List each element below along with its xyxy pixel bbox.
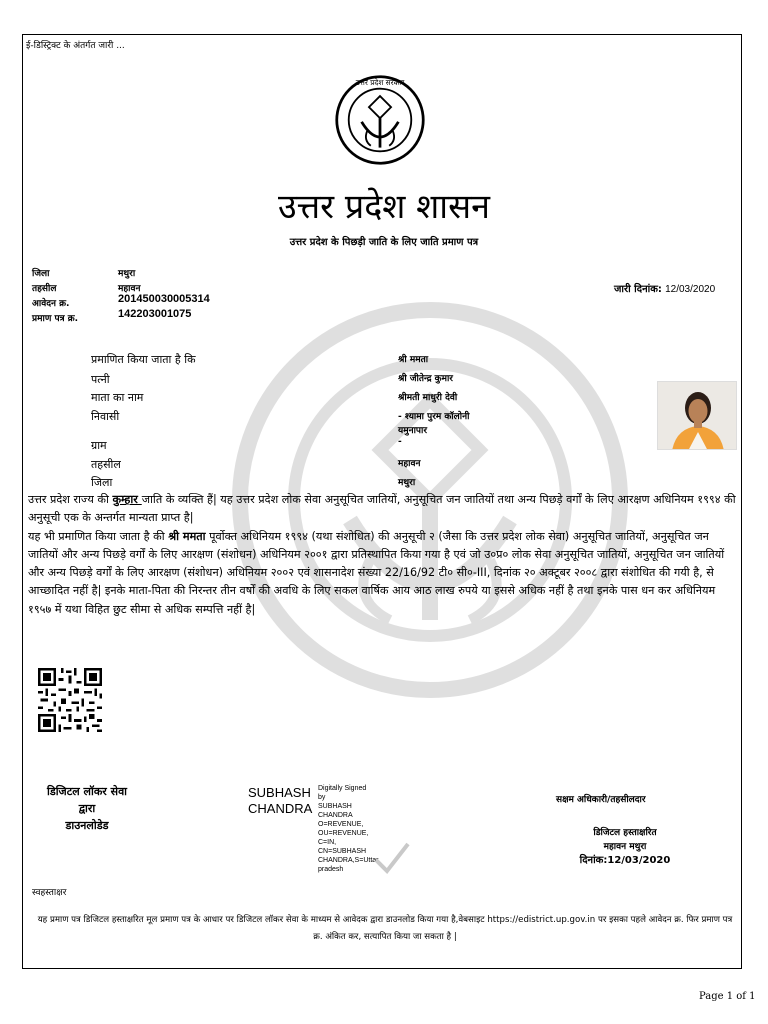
certified-label: प्रमाणित किया जाता है कि — [91, 353, 196, 366]
authority-digital-signed: डिजिटल हस्ताक्षरित — [593, 828, 657, 838]
signer-name-line2: CHANDRA — [248, 801, 313, 816]
village-value: - — [398, 437, 402, 447]
digital-sign-line: C=IN, — [318, 839, 337, 846]
wife-value: श्री जीतेन्द्र कुमार — [398, 374, 453, 384]
digilocker-line2: द्वारा — [78, 802, 96, 815]
issue-date-value: 12/03/2020 — [665, 284, 716, 295]
field-district-label: जिला — [91, 476, 113, 489]
certificate-body — [28, 491, 738, 619]
resident-value-line2: यमुनापार — [398, 426, 428, 436]
digital-signature-block — [318, 784, 378, 874]
digital-sign-line: CN=SUBHASH — [318, 848, 367, 855]
field-tehsil-value: महावन — [398, 459, 421, 469]
digital-sign-line: by — [318, 794, 326, 801]
field-district-value: मथुरा — [398, 478, 416, 488]
caste-name: कुम्हार — [112, 493, 142, 506]
para-line2-post: पूर्वोक्त अधिनियम १९९४ (यथा संशोधित) की अनुसूची २ (जैसा कि उत्तर प्रदेश लोक सेवा) अनुसूचित जातियों, अनुसूचित जन जातियों और अन्य पिछड़े वर्गों के लिए आरक्षण (संशोधन) अधिनियम २००१ द्वारा प्रतिस्थापित किया गया है एवं जो उ०प्र० लोक सेवा अनुसूचित जातियों, अनुसूचित जन जातियों और अन्य पिछड़े वर्गों के लिए आरक्षण (संशोधन) अधिनियम २००२ एवं शासनादेश संख्या 22/16/92 टी० सी०-III, दिनांक २० अक्टूबर २००८ द्वारा संशोधित की गयी है, से आच्छादित नहीं है| इनके माता-पिता की निरन्तर तीन वर्षों की अवधि के लिए सकल वार्षिक आय आठ लाख रुपये या इससे अधिक नहीं है तथा इनके पास धन कर अधिनियम १९५७ में यथा विहित छुट सीमा से अधिक सम्पत्ति नहीं है| — [28, 529, 725, 616]
issue-date-label: जारी दिनांक: — [614, 284, 662, 295]
document-title: उत्तर प्रदेश शासन — [278, 187, 490, 227]
issue-date — [614, 281, 715, 295]
application-number: 201450030005314 — [118, 293, 210, 305]
emblem-text: उत्तर प्रदेश सरकार — [355, 78, 405, 88]
self-signature-label: स्वहस्ताक्षर — [32, 888, 67, 898]
page-number: Page 1 of 1 — [699, 991, 756, 1002]
resident-value-line1: - श्यामा पुरम कॉलोनी — [398, 412, 470, 422]
digital-sign-line: CHANDRA — [318, 812, 353, 819]
authority-date: दिनांक:12/03/2020 — [579, 855, 671, 866]
certified-name: श्री ममता — [398, 355, 429, 365]
district-value: मथुरा — [118, 269, 136, 279]
field-tehsil-label: तहसील — [91, 458, 121, 471]
village-label: ग्राम — [91, 439, 107, 452]
para-line2-pre: यह भी प्रमाणित किया जाता है की — [28, 529, 169, 543]
digital-sign-line: CHANDRA,S=Uttar — [318, 857, 379, 864]
application-label: आवेदन क्र. — [32, 299, 70, 309]
wife-label: पत्नी — [91, 373, 110, 386]
certificate-number: 142203001075 — [118, 308, 192, 320]
authority-title: सक्षम अधिकारी/तहसीलदार — [556, 795, 646, 805]
digital-sign-line: Digitally Signed — [318, 785, 367, 792]
digilocker-line3: डाउनलोडेड — [65, 819, 109, 832]
document-subtitle: उत्तर प्रदेश के पिछड़ी जाति के लिए जाति प्रमाण पत्र — [289, 237, 479, 248]
digital-sign-line: O=REVENUE, — [318, 821, 364, 828]
tehsil-value: महावन — [118, 284, 141, 294]
up-government-emblem-icon — [334, 74, 426, 166]
applicant-portrait-icon — [658, 382, 737, 450]
authority-place: महावन मथुरा — [603, 842, 647, 852]
resident-label: निवासी — [91, 410, 120, 423]
para-line1-post: जाति के व्यक्ति हैं| यह उत्तर प्रदेश लोक सेवा अनुसूचित जातियों, अनुसूचित जन जातियों तथा अन्य पिछड़े वर्गों के लिए आरक्षण अधिनियम १९९४ की अनुसूची एक के अन्तर्गत मान्यता प्राप्त है| — [28, 493, 736, 525]
qr-code-icon — [36, 668, 104, 732]
signature-valid-check-icon — [372, 838, 412, 878]
signer-name-line1: SUBHASH — [248, 785, 311, 800]
digital-sign-line: SUBHASH — [318, 803, 352, 810]
digilocker-line1: डिजिटल लॉकर सेवा — [46, 785, 128, 798]
verification-note: यह प्रमाण पत्र डिजिटल हस्ताक्षरित मूल प्रमाण पत्र के आधार पर डिजिटल लॉकर सेवा के माध्यम से आवेदक द्वारा डाउनलोड किया गया है,वेबसाइट https://edistrict.up.gov.in पर इसका पहले आवेदन क्र. फिर प्रमाण पत्र क्र. अंकित कर, सत्यापित किया जा सकता है | — [37, 915, 733, 942]
para-line1-pre: उत्तर प्रदेश राज्य की — [28, 493, 113, 506]
para-name: श्री ममता — [168, 529, 206, 543]
applicant-photo — [657, 381, 737, 450]
tehsil-label: तहसील — [32, 284, 57, 294]
mother-label: माता का नाम — [91, 391, 144, 404]
digital-sign-line: OU=REVENUE, — [318, 830, 369, 837]
mother-value: श्रीमती माधुरी देवी — [398, 393, 458, 403]
digital-sign-line: pradesh — [318, 866, 344, 873]
district-label: जिला — [32, 269, 50, 279]
top-note: ई-डिस्ट्रिक्ट के अंतर्गत जारी ... — [26, 41, 125, 51]
certificate-label: प्रमाण पत्र क्र. — [32, 314, 79, 324]
